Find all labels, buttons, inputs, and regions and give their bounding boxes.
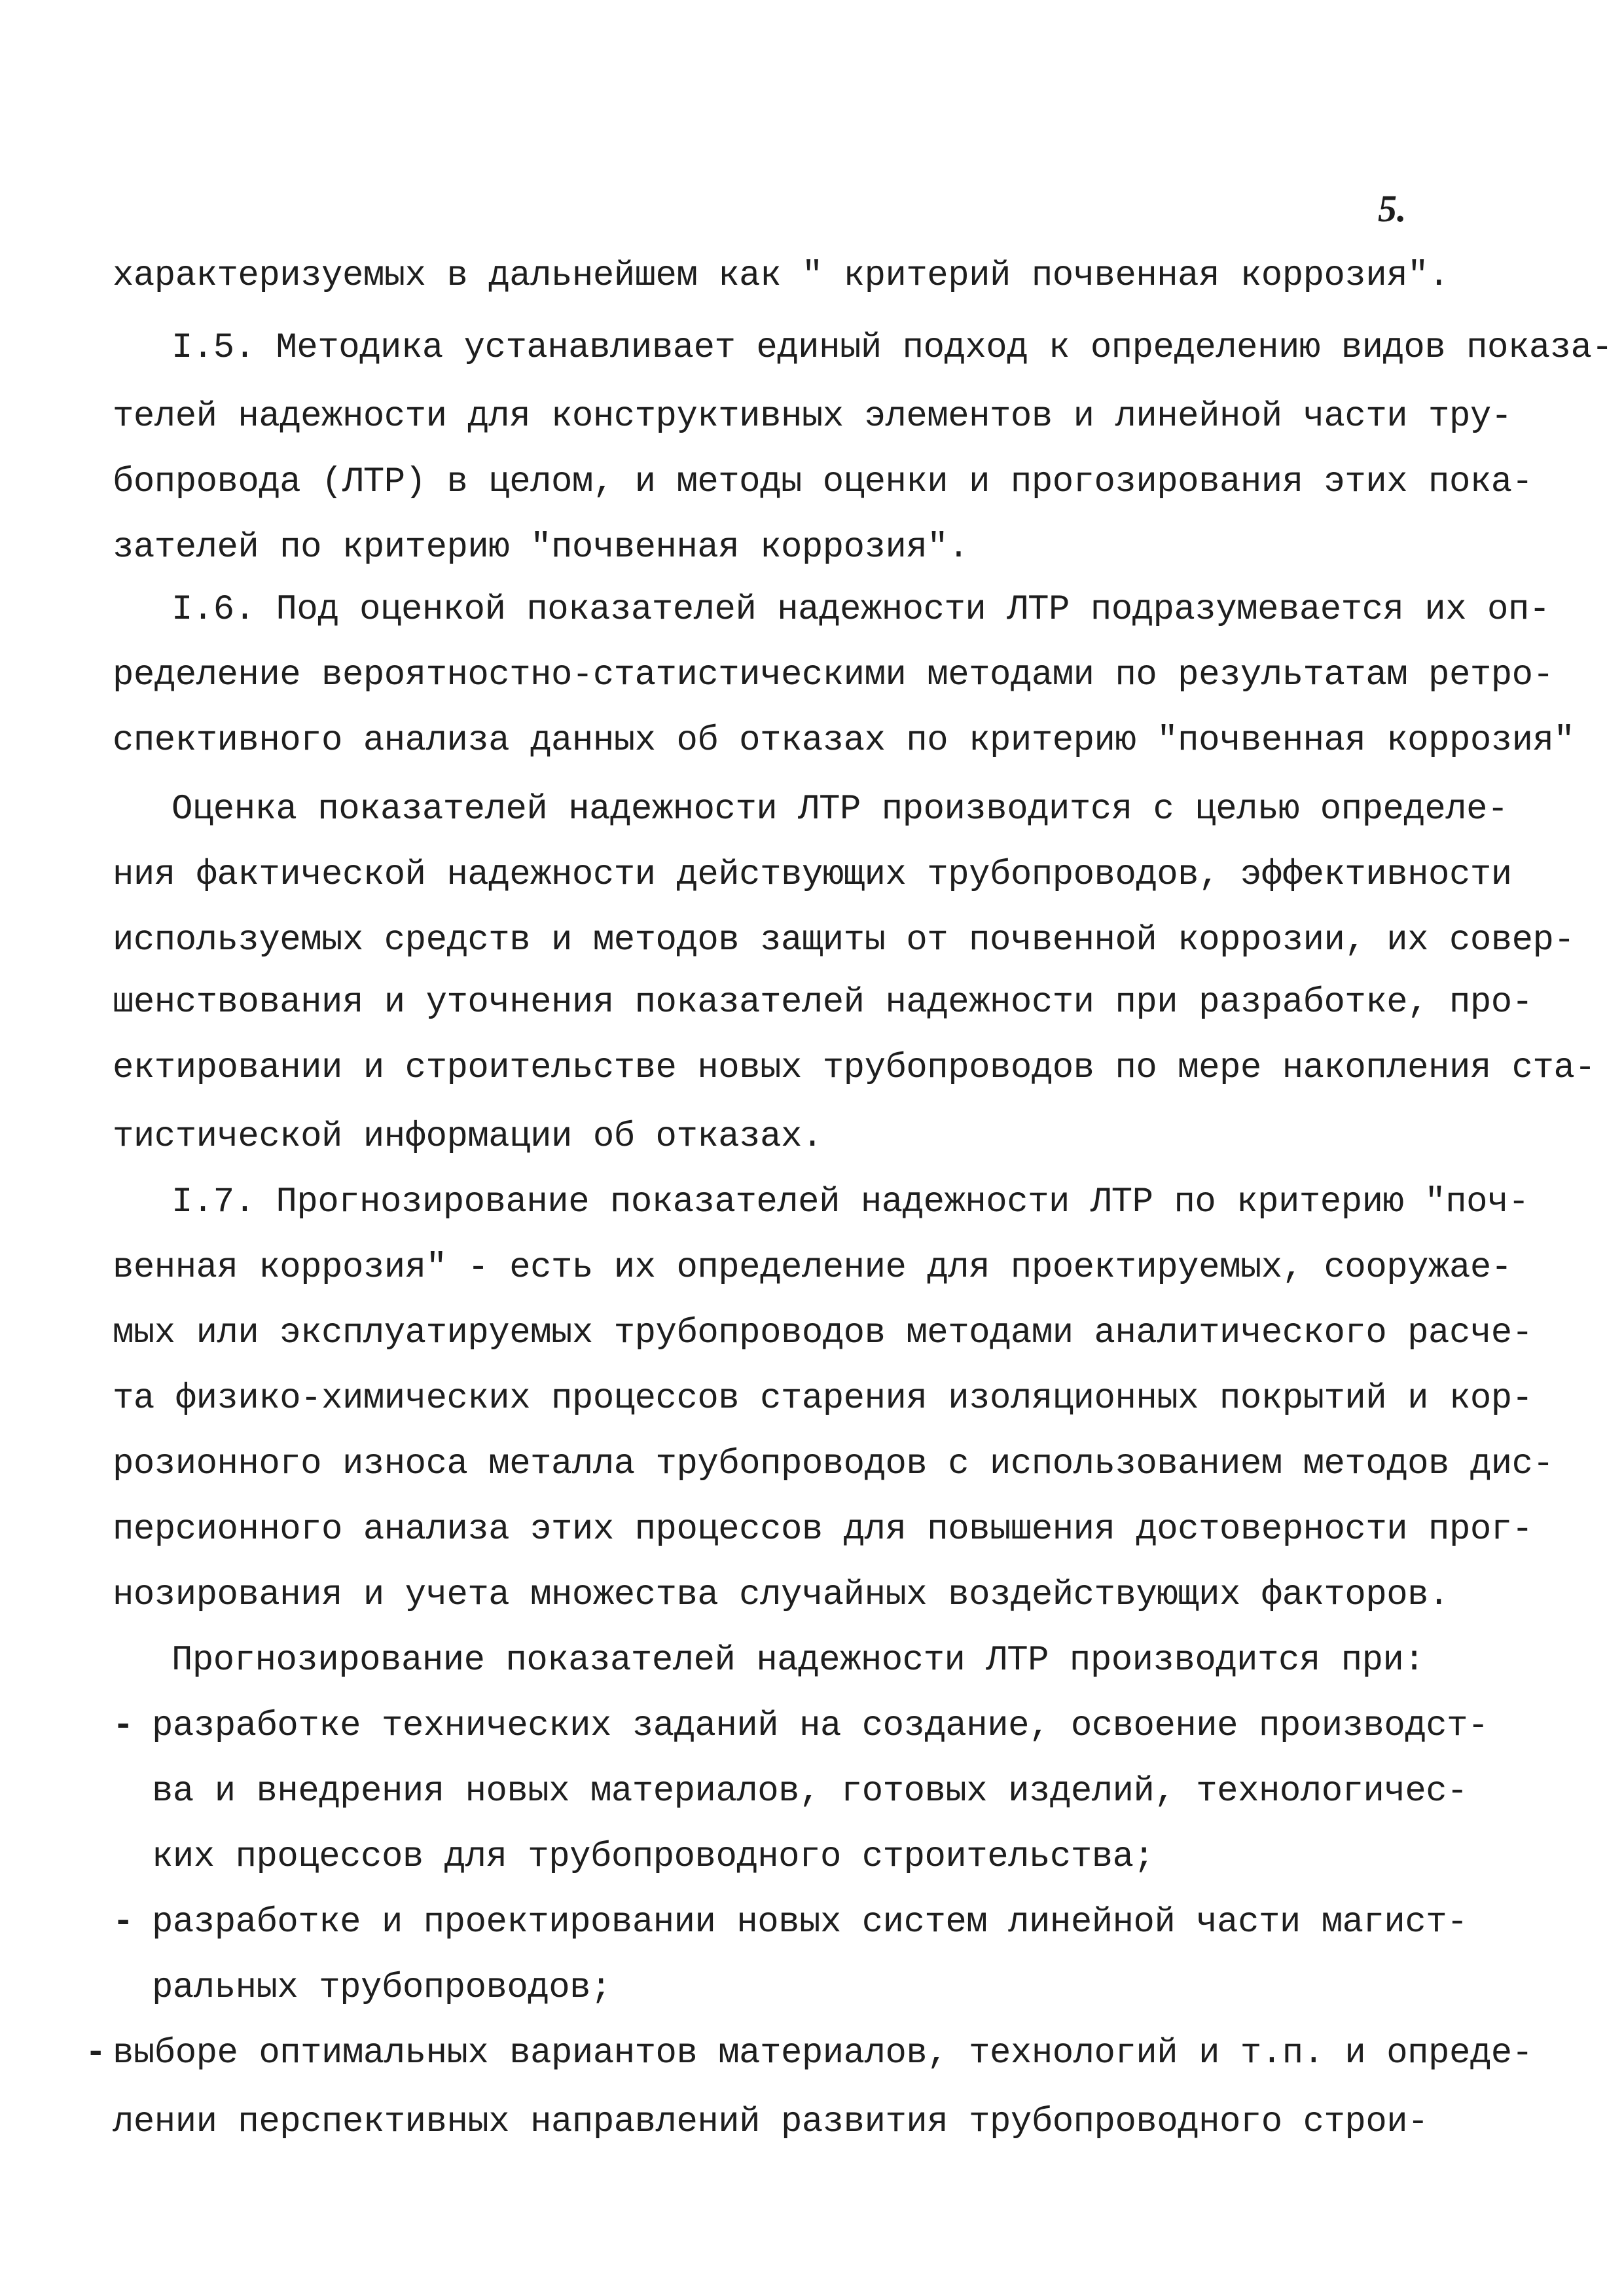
list-marker: - [113,1706,134,1746]
text-line: мых или эксплуатируемых трубопроводов методами аналитического расче- [113,1313,1533,1353]
list-item-line: лении перспективных направлений развития трубопроводного строи- [113,2102,1429,2142]
list-item-line: выборе оптимальных вариантов материалов, технологий и т.п. и опреде- [113,2033,1533,2073]
text-line: I.6. Под оценкой показателей надежности ЛТР подразумевается их оп- [171,590,1550,630]
list-item-line: ральных трубопроводов; [152,1968,611,2008]
text-line: шенствования и уточнения показателей надежности при разработке, про- [113,983,1533,1023]
text-line: ектировании и строительстве новых трубопроводов по мере накопления ста- [113,1048,1596,1088]
list-item-line: ких процессов для трубопроводного строительства; [152,1837,1155,1877]
text-line: ределение вероятностно-статистическими методами по результатам ретро- [113,655,1554,695]
list-item-line: ва и внедрения новых материалов, готовых изделий, технологичес- [152,1772,1468,1812]
text-line: та физико-химических процессов старения изоляционных покрытий и кор- [113,1379,1533,1419]
text-line: нозирования и учета множества случайных воздействующих факторов. [113,1575,1449,1615]
text-line: спективного анализа данных об отказах по критерию "почвенная коррозия" [113,721,1575,761]
text-line: Оценка показателей надежности ЛТР производится с целью определе- [171,790,1508,829]
text-line: тистической информации об отказах. [113,1117,823,1157]
text-line: Прогнозирование показателей надежности ЛТР производится при: [171,1641,1425,1681]
text-line: ния фактической надежности действующих трубопроводов, эффективности [113,855,1512,895]
text-line: венная коррозия" - есть их определение для проектируемых, сооружае- [113,1248,1512,1288]
text-line: персионного анализа этих процессов для повышения достоверности прог- [113,1510,1533,1550]
text-line: I.5. Методика устанавливает единый подход к определению видов показа- [171,328,1613,368]
text-line: зателей по критерию "почвенная коррозия". [113,528,969,568]
text-line: I.7. Прогнозирование показателей надежности ЛТР по критерию "поч- [171,1182,1529,1222]
text-line: розионного износа металла трубопроводов с использованием методов дис- [113,1444,1554,1484]
list-item-line: разработке и проектировании новых систем линейной части магист- [152,1903,1468,1942]
page-number: 5. [1378,187,1407,230]
list-marker: - [85,2033,106,2073]
list-item-line: разработке технических заданий на создание, освоение производст- [152,1706,1489,1746]
text-line: бопровода (ЛТР) в целом, и методы оценки и прогозирования этих пока- [113,462,1533,502]
list-marker: - [113,1903,134,1942]
text-line: характеризуемых в дальнейшем как " критерий почвенная коррозия". [113,256,1449,296]
text-line: телей надежности для конструктивных элементов и линейной части тру- [113,397,1512,437]
text-line: используемых средств и методов защиты от почвенной коррозии, их совер- [113,920,1575,960]
